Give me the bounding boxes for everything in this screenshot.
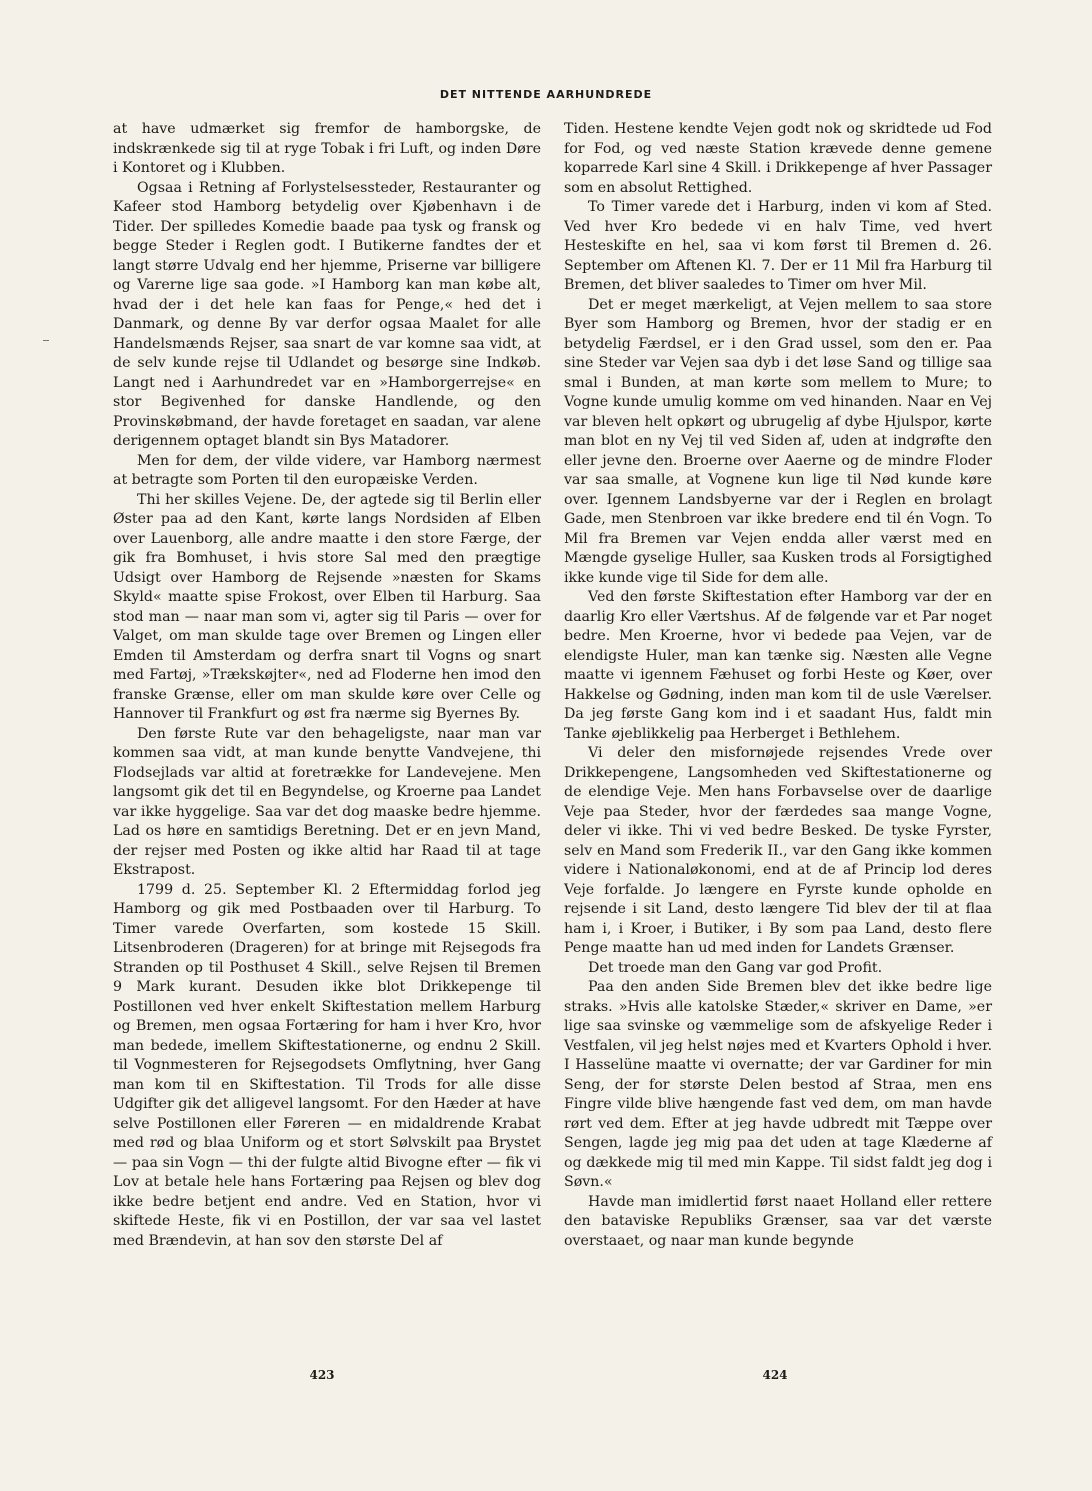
paragraph: at have udmærket sig fremfor de hamborgske, de indskrænkede sig til at ryge Tobak i fri Luft, og inden Døre i Kontoret og i Klubben. — [113, 121, 541, 176]
paragraph: Havde man imidlertid først naaet Holland eller rettere den bataviske Republiks Grænser, saa var det værste overstaaet, og naar man kunde begynde — [564, 1193, 992, 1249]
paragraph: Den første Rute var den behageligste, naar man var kommen saa vidt, at man kunde benytte Vandvejene, thi Flodsejlads var altid at foretrække for Landevejene. Men langsomt gik det til en Begyndelse, og Kroerne paa Landet var ikke hyggelige. Saa var det dog maaske bedre hjemme. Lad os høre en samtidigs Beretning. Det er en jevn Mand, der rejser med Posten og ikke altid har Raad til at tage Ekstrapost. — [113, 725, 541, 878]
paragraph: Tiden. Hestene kendte Vejen godt nok og skridtede ud Fod for Fod, og ved næste Station krævede denne gemene koparrede Karl sine 4 Skill. i Drikkepenge af hver Passager som en absolut Rettighed. — [564, 121, 992, 196]
paragraph: Ogsaa i Retning af Forlystelsessteder, Restauranter og Kafeer stod Hamborg betydelig over Kjøbenhavn i de Tider. Der spilledes Komedie baade paa tysk og fransk og begge Steder i Reglen godt. I Butikerne fandtes der et langt større Udvalg end her hjemme, Priserne var billigere og Varerne lige saa gode. »I Hamborg kan man købe alt, hvad der i det hele kan faas for Penge,« hed det i Danmark, og denne By var derfor ogsaa Maalet for alle Handelsmænds Rejser, saa snart de var komne saa vidt, at de selv kunde rejse til Udlandet og besørge sine Indkøb. Langt ned i Aarhundredet var en »Hamborgerrejse« en stor Begivenhed for danske Handlende, og den Provinskøbmand, der havde foretaget en saadan, var alene derigennem optaget blandt sin Bys Matadorer. — [113, 179, 541, 449]
margin-mark — [43, 340, 49, 341]
page-number-right: 424 — [762, 1368, 788, 1382]
paragraph: Vi deler den misfornøjede rejsendes Vrede over Drikkepengene, Langsomheden ved Skiftestationerne og de elendige Veje. Men hans Forbavselse over de daarlige Veje paa Steder, hvor der færdedes saa mange Vogne, deler vi ikke. Thi vi ved bedre Besked. De tyske Fyrster, selv en Mand som Frederik II., var den Gang ikke kommen videre i Nationaløkonomi, end at de af Princip lod deres Veje forfalde. Jo længere en Fyrste kunde opholde en rejsende i sit Land, desto længere Tid blev der til at flaa ham i, i Kroer, i Butiker, i By som paa Land, desto flere Penge maatte han ud med inden for Landets Grænser. — [564, 745, 992, 956]
paragraph: Det troede man den Gang var god Profit. — [588, 959, 883, 976]
running-header: DET NITTENDE AARHUNDREDE — [439, 88, 653, 101]
left-column — [113, 120, 541, 1251]
paragraph: Thi her skilles Vejene. De, der agtede sig til Berlin eller Øster paa ad den Kant, kørte langs Nordsiden af Elben over Lauenborg, alle andre maatte i den store Færge, der gik fra Bomhuset, i hvis store Sal med den prægtige Udsigt over Hamborg de Rejsende »næsten for Skams Skyld« maatte spise Frokost, over Elben til Harburg. Saa stod man — naar man som vi, agter sig til Paris — over for Valget, om man skulde tage over Bremen og Lingen eller Emden til Amsterdam og derfra snart til Vogns og snart med Fartøj, »Trækskøjter«, ned ad Floderne hen imod den franske Grænse, eller om man skulde køre over Celle og Hannover til Frankfurt og øst fra nærme sig Byernes By. — [113, 491, 541, 722]
paragraph: Ved den første Skiftestation efter Hamborg var der en daarlig Kro eller Værtshus. Af de følgende var et Par noget bedre. Men Kroerne, hvor vi bedede paa Vejen, var de elendigste Huler, man kan tænke sig. Næsten alle Vegne maatte vi igennem Fæhuset og forbi Heste og Køer, over Hakkelse og Gødning, inden man kom til de usle Værelser. Da jeg første Gang kom ind i et saadant Hus, faldt min Tanke øjeblikkelig paa Herberget i Bethlehem. — [564, 589, 992, 742]
paragraph: Det er meget mærkeligt, at Vejen mellem to saa store Byer som Hamborg og Bremen, hvor der stadig er en betydelig Færdsel, er i den Grad ussel, som den er. Paa sine Steder var Vejen saa dyb i det løse Sand og tillige saa smal i Bunden, at man kørte som mellem to Mure; to Vogne kunde umulig komme om ved hinanden. Naar en Vej var bleven helt opkørt og ubrugelig af dybe Hjulspor, kørte man blot en ny Vej til ved Siden af, uden at indgrøfte den eller jevne den. Broerne over Aaerne og de mindre Floder var saa smalle, at Vognene kun lige til Nød kunde køre over. Igennem Landsbyerne var der i Reglen en brolagt Gade, men Stenbroen var ikke bredere end til én Vogn. To Mil fra Bremen var Vejen endda aller værst med en Mængde gyselige Huller, saa Kusken trods al Forsigtighed ikke kunde vige til Side for dem alle. — [564, 296, 992, 586]
paragraph: Men for dem, der vilde videre, var Hamborg nærmest at betragte som Porten til den europæiske Verden. — [113, 452, 541, 488]
page-number-left: 423 — [309, 1368, 335, 1382]
paragraph: To Timer varede det i Harburg, inden vi kom af Sted. Ved hver Kro bedede vi en halv Time, ved hvert Hesteskifte en hel, saa vi kom først til Bremen d. 26. September om Aftenen Kl. 7. Der er 11 Mil fra Harburg til Bremen, det bliver saaledes to Timer om hver Mil. — [564, 199, 992, 293]
paragraph: Paa den anden Side Bremen blev det ikke bedre lige straks. »Hvis alle katolske Stæder,« skriver en Dame, »er lige saa svinske og væmmelige som de afskyelige Reder i Vestfalen, vil jeg helst nøjes med et Kvarters Ophold i hver. I Hasselüne maatte vi overnatte; der var Gardiner for min Seng, der for største Delen bestod af Straa, men ens Fingre vilde blive hængende fast ved dem, om man havde rørt ved dem. Efter at jeg havde udbredt mit Tæppe over Sengen, lagde jeg mig paa det uden at tage Klæderne af og dækkede mig til med min Kappe. Til sidst faldt jeg dog i Søvn.« — [564, 979, 992, 1190]
right-column — [564, 120, 992, 1251]
paragraph: 1799 d. 25. September Kl. 2 Eftermiddag forlod jeg Hamborg og gik med Postbaaden over til Harburg. To Timer varede Overfarten, som kostede 15 Skill. Litsenbroderen (Drageren) for at bringe mit Rejsegods fra Stranden op til Posthuset 4 Skill., selve Rejsen til Bremen 9 Mark kurant. Desuden ikke blot Drikkepenge til Postillonen ved hver enkelt Skiftestation mellem Harburg og Bremen, men ogsaa Fortæring for ham i hver Kro, hvor man bedede, imellem Skiftestationerne, og endnu 2 Skill. til Vognmesteren for Rejsegodsets Omflytning, hver Gang man kom til en Skiftestation. Til Trods for alle disse Udgifter gik det alligevel langsomt. For den Hæder at have selve Postillonen eller Føreren — en midaldrende Krabat med rød og blaa Uniform og et stort Sølvskilt paa Brystet — paa sin Vogn — thi der fulgte altid Bivogne efter — fik vi Lov at betale hele hans Fortæring paa Rejsen og blev dog ikke bedre betjent end andre. Ved en Station, hvor vi skiftede Heste, fik vi en Postillon, der var saa vel lastet med Brændevin, at han sov den største Del af — [113, 881, 541, 1249]
